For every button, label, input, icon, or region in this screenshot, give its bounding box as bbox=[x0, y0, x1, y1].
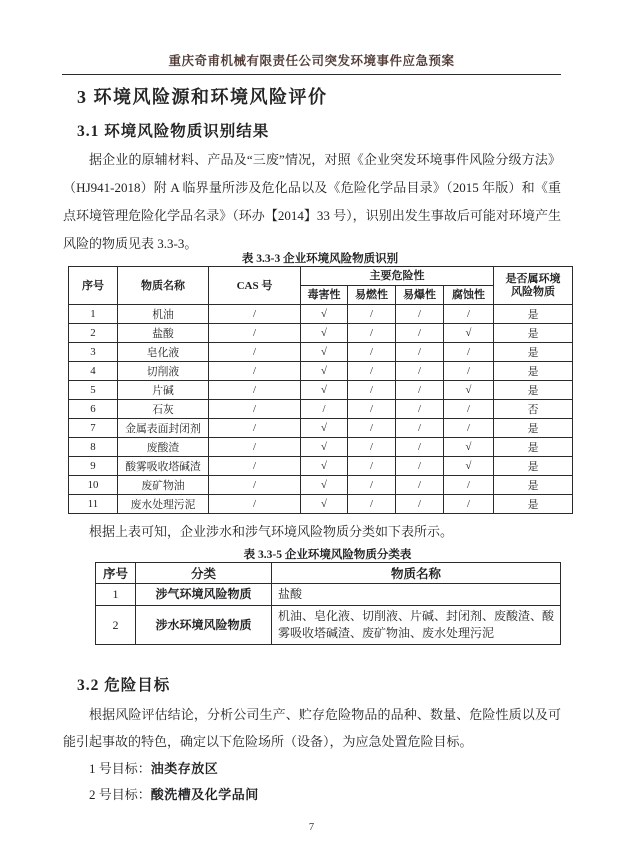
table-cell: / bbox=[444, 476, 494, 495]
table-cell: / bbox=[348, 400, 396, 419]
table-cell: 11 bbox=[69, 495, 118, 514]
col-header-cas: CAS 号 bbox=[209, 267, 301, 305]
table-cell: / bbox=[396, 381, 444, 400]
table-cell: 7 bbox=[69, 419, 118, 438]
table-row bbox=[69, 305, 573, 324]
table-row bbox=[69, 343, 573, 362]
table-cell: 废矿物油 bbox=[118, 476, 209, 495]
table-cell: 是 bbox=[494, 305, 573, 324]
col-header-category: 分类 bbox=[136, 563, 272, 584]
col-header-is-env-risk-label: 是否属环境风险物质 bbox=[505, 272, 561, 298]
table-row bbox=[69, 324, 573, 343]
table-cell: 是 bbox=[494, 324, 573, 343]
table-row bbox=[69, 476, 573, 495]
table-cell-index: 1 bbox=[96, 584, 136, 606]
table-3-3-5-caption: 表 3.3-5 企业环境风险物质分类表 bbox=[243, 549, 412, 561]
table-cell: 4 bbox=[69, 362, 118, 381]
table-cell: √ bbox=[301, 362, 348, 381]
env-risk-substance-identification-table bbox=[68, 266, 573, 514]
hazard-target-2-label: 2 号目标： bbox=[89, 787, 151, 802]
section-3-2-paragraph: 根据风险评估结论，分析公司生产、贮存危险物品的品种、数量、危险性质以及可能引起事故的特色，确定以下危险场所（设备），为应急处置危险目标。 bbox=[63, 707, 561, 749]
table-cell: 石灰 bbox=[118, 400, 209, 419]
table-cell-substances: 盐酸 bbox=[272, 584, 561, 606]
hazard-target-1 bbox=[63, 756, 587, 782]
table-3-3-3-caption: 表 3.3-3 企业环境风险物质识别 bbox=[241, 253, 399, 265]
table-cell: 9 bbox=[69, 457, 118, 476]
table-cell: 2 bbox=[69, 324, 118, 343]
col-header-corrosiveness: 腐蚀性 bbox=[444, 286, 494, 305]
table-cell-category: 涉水环境风险物质 bbox=[136, 606, 272, 645]
col-header-explosiveness: 易爆性 bbox=[396, 286, 444, 305]
table-cell: / bbox=[396, 438, 444, 457]
section-3-heading: 3 环境风险源和环境风险评价 bbox=[77, 87, 328, 107]
table-cell: √ bbox=[301, 419, 348, 438]
table-body bbox=[96, 584, 561, 645]
table-cell: / bbox=[348, 438, 396, 457]
section-3-1-heading: 3.1 环境风险物质识别结果 bbox=[77, 123, 270, 140]
table-cell: / bbox=[209, 438, 301, 457]
table-cell: 酸雾吸收塔碱渣 bbox=[118, 457, 209, 476]
table-cell: √ bbox=[301, 343, 348, 362]
table-cell: / bbox=[396, 362, 444, 381]
table-cell: 是 bbox=[494, 495, 573, 514]
table-cell: / bbox=[444, 343, 494, 362]
table-body bbox=[69, 305, 573, 514]
table-cell: / bbox=[301, 400, 348, 419]
col-header-substances: 物质名称 bbox=[272, 563, 561, 584]
hazard-target-2-name: 酸洗槽及化学品间 bbox=[150, 787, 259, 802]
table-cell: / bbox=[444, 419, 494, 438]
table-cell: 片碱 bbox=[118, 381, 209, 400]
table-cell: / bbox=[444, 400, 494, 419]
table-cell: / bbox=[444, 495, 494, 514]
col-header-flammability: 易燃性 bbox=[348, 286, 396, 305]
page-number: 7 bbox=[308, 822, 315, 833]
table-cell: / bbox=[396, 476, 444, 495]
table-cell: / bbox=[209, 400, 301, 419]
table-row bbox=[69, 419, 573, 438]
table-cell: / bbox=[396, 305, 444, 324]
table-cell: √ bbox=[301, 476, 348, 495]
classification-paragraph: 根据上表可知，企业涉水和涉气环境风险物质分类如下表所示。 bbox=[89, 524, 454, 539]
env-risk-substance-classification-table bbox=[95, 562, 561, 645]
table-cell: √ bbox=[444, 324, 494, 343]
table-cell: 盐酸 bbox=[118, 324, 209, 343]
table-row bbox=[96, 606, 561, 645]
col-header-toxicity: 毒害性 bbox=[301, 286, 348, 305]
table-cell-index: 2 bbox=[96, 606, 136, 645]
table-cell: √ bbox=[444, 438, 494, 457]
table-cell: / bbox=[348, 495, 396, 514]
table-cell: 否 bbox=[494, 400, 573, 419]
table-header-row bbox=[96, 563, 561, 584]
table-cell: 5 bbox=[69, 381, 118, 400]
table-cell: √ bbox=[301, 438, 348, 457]
col-header-substance: 物质名称 bbox=[118, 267, 209, 305]
hazard-target-2 bbox=[63, 782, 587, 808]
table-row bbox=[69, 495, 573, 514]
document-header-title: 重庆奇甫机械有限责任公司突发环境事件应急预案 bbox=[168, 54, 455, 68]
table-cell: √ bbox=[301, 381, 348, 400]
header-divider-rule bbox=[62, 74, 561, 75]
table-cell: / bbox=[209, 419, 301, 438]
table-cell: / bbox=[209, 343, 301, 362]
table-cell: / bbox=[209, 362, 301, 381]
table-cell: 10 bbox=[69, 476, 118, 495]
table-cell: / bbox=[396, 495, 444, 514]
table-cell: / bbox=[348, 419, 396, 438]
table-cell: / bbox=[209, 495, 301, 514]
table-cell: √ bbox=[301, 305, 348, 324]
table-cell: 金属表面封闭剂 bbox=[118, 419, 209, 438]
table-cell: / bbox=[348, 343, 396, 362]
table-cell-substances: 机油、皂化液、切削液、片碱、封闭剂、废酸渣、酸雾吸收塔碱渣、废矿物油、废水处理污泥 bbox=[272, 606, 561, 645]
table-cell: / bbox=[209, 457, 301, 476]
table-cell: √ bbox=[301, 495, 348, 514]
table-cell: / bbox=[348, 457, 396, 476]
table-cell: 是 bbox=[494, 343, 573, 362]
table-cell: / bbox=[209, 324, 301, 343]
table-cell-category: 涉气环境风险物质 bbox=[136, 584, 272, 606]
col-header-is-env-risk bbox=[494, 267, 573, 305]
table-row bbox=[69, 438, 573, 457]
table-cell: / bbox=[348, 324, 396, 343]
table-cell: 切削液 bbox=[118, 362, 209, 381]
table-cell: 6 bbox=[69, 400, 118, 419]
table-cell: √ bbox=[444, 457, 494, 476]
table-cell: / bbox=[444, 305, 494, 324]
col-header-main-hazards: 主要危险性 bbox=[301, 267, 494, 286]
table-cell: √ bbox=[301, 324, 348, 343]
table-cell: / bbox=[348, 362, 396, 381]
table-cell: 3 bbox=[69, 343, 118, 362]
table-cell: / bbox=[348, 476, 396, 495]
table-cell: 1 bbox=[69, 305, 118, 324]
table-cell: / bbox=[444, 362, 494, 381]
table-row bbox=[69, 400, 573, 419]
table-cell: 机油 bbox=[118, 305, 209, 324]
table-cell: / bbox=[348, 381, 396, 400]
table-cell: 是 bbox=[494, 476, 573, 495]
table-cell: / bbox=[396, 400, 444, 419]
table-cell: 是 bbox=[494, 438, 573, 457]
table-cell: √ bbox=[444, 381, 494, 400]
table-cell: 废水处理污泥 bbox=[118, 495, 209, 514]
table-cell: / bbox=[209, 381, 301, 400]
table-cell: √ bbox=[301, 457, 348, 476]
table-row bbox=[69, 457, 573, 476]
table-cell: / bbox=[348, 305, 396, 324]
table-cell: 废酸渣 bbox=[118, 438, 209, 457]
table-cell: 是 bbox=[494, 419, 573, 438]
table-cell: 皂化液 bbox=[118, 343, 209, 362]
table-cell: / bbox=[396, 419, 444, 438]
table-cell: 是 bbox=[494, 381, 573, 400]
section-3-2-heading: 3.2 危险目标 bbox=[77, 677, 171, 694]
hazard-target-1-label: 1 号目标： bbox=[89, 761, 151, 776]
table-header-row bbox=[69, 267, 573, 286]
table-row bbox=[96, 584, 561, 606]
table-row bbox=[69, 381, 573, 400]
table-row bbox=[69, 362, 573, 381]
table-cell: 是 bbox=[494, 362, 573, 381]
table-cell: 8 bbox=[69, 438, 118, 457]
hazard-target-1-name: 油类存放区 bbox=[150, 761, 219, 776]
col-header-index: 序号 bbox=[69, 267, 118, 305]
table-cell: / bbox=[209, 305, 301, 324]
table-cell: / bbox=[209, 476, 301, 495]
section-3-1-intro-paragraph: 据企业的原辅材料、产品及“三废”情况，对照《企业突发环境事件风险分级方法》（HJ941-2018）附 A 临界量所涉及危化品以及《危险化学品目录》（2015 年版）和《重点环境管理危险化学品名录》（环办【2014】33 号），识别出发生事故后可能对环境产生风险的物质见表 3.3-3。 bbox=[63, 152, 561, 251]
col-header-index: 序号 bbox=[96, 563, 136, 584]
table-cell: 是 bbox=[494, 457, 573, 476]
table-cell: / bbox=[396, 324, 444, 343]
table-cell: / bbox=[396, 343, 444, 362]
table-cell: / bbox=[396, 457, 444, 476]
